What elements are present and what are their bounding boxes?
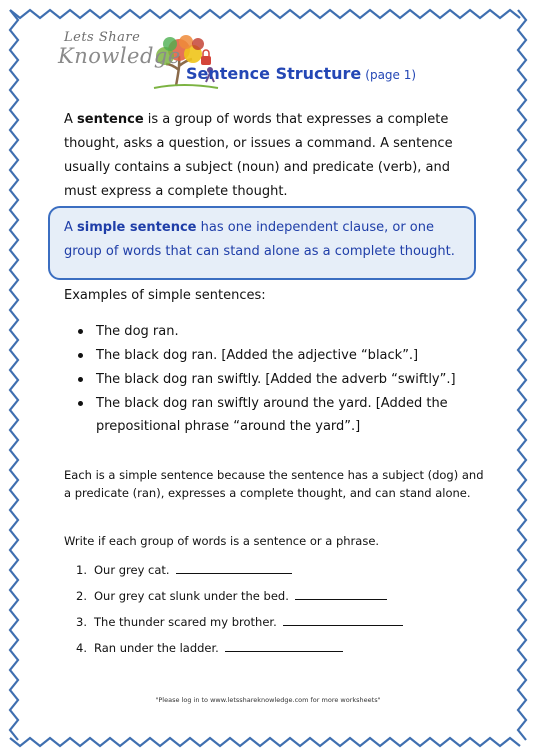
item-text: The thunder scared my brother. — [94, 615, 277, 629]
bullet-icon — [78, 353, 83, 358]
bullet-icon — [78, 377, 83, 382]
answer-blank[interactable] — [225, 639, 343, 652]
callout-text — [64, 216, 464, 264]
answer-blank[interactable] — [283, 613, 403, 626]
list-item — [76, 344, 480, 367]
item-number: 1. — [76, 563, 87, 577]
footer-note: "Please log in to www.letsshareknowledge.com for more worksheets" — [155, 696, 381, 704]
exercise-item — [76, 561, 456, 587]
answer-blank[interactable] — [295, 587, 387, 600]
examples-list — [76, 320, 480, 439]
callout-term: simple sentence — [77, 220, 197, 235]
list-item — [76, 320, 480, 343]
example-text: The black dog ran swiftly around the yard. [Added the prepositional phrase “around the yard”.] — [96, 396, 448, 434]
definition-callout — [48, 206, 476, 280]
exercise-item — [76, 639, 456, 665]
bullet-icon — [78, 401, 83, 406]
examples-title: Examples of simple sentences: — [64, 288, 266, 303]
logo-text-bottom: Knowledge — [58, 44, 181, 68]
exercise-list — [76, 561, 456, 665]
callout-post: has one independent clause, or one group of words that can stand alone as a complete thought. — [64, 220, 455, 259]
bullet-icon — [78, 329, 83, 334]
intro-post: is a group of words that expresses a complete thought, asks a question, or issues a command. A sentence usually contains a subject (noun) and predicate (verb), and must express a complete thought. — [64, 112, 453, 199]
item-number: 4. — [76, 641, 87, 655]
intro-term: sentence — [77, 112, 144, 127]
border-zigzag — [518, 10, 526, 740]
title-subtitle: (page 1) — [365, 68, 417, 82]
intro-paragraph — [64, 108, 484, 204]
page-title — [186, 64, 416, 83]
border-zigzag — [10, 10, 18, 740]
border-zigzag — [10, 738, 520, 746]
list-item — [76, 368, 480, 391]
item-number: 3. — [76, 615, 87, 629]
answer-blank[interactable] — [176, 561, 292, 574]
worksheet-page — [40, 20, 496, 732]
item-text: Our grey cat slunk under the bed. — [94, 589, 289, 603]
item-text: Ran under the ladder. — [94, 641, 219, 655]
logo-text-top: Lets Share — [64, 30, 141, 45]
border-zigzag — [10, 10, 520, 18]
explanation-paragraph: Each is a simple sentence because the sentence has a subject (dog) and a predicate (ran), expresses a complete thought, and can stand alone. — [64, 468, 484, 500]
intro-pre: A — [64, 112, 78, 127]
exercise-item — [76, 587, 456, 613]
list-item — [76, 392, 480, 438]
example-text: The black dog ran. [Added the adjective “black”.] — [96, 348, 419, 363]
exercise-instruction: Write if each group of words is a sentence or a phrase. — [64, 534, 380, 548]
title-text: Sentence Structure — [186, 64, 362, 83]
exercise-item — [76, 613, 456, 639]
example-text: The black dog ran swiftly. [Added the adverb “swiftly”.] — [96, 372, 456, 387]
callout-pre: A — [64, 220, 78, 235]
item-number: 2. — [76, 589, 87, 603]
item-text: Our grey cat. — [94, 563, 170, 577]
example-text: The dog ran. — [96, 324, 179, 339]
